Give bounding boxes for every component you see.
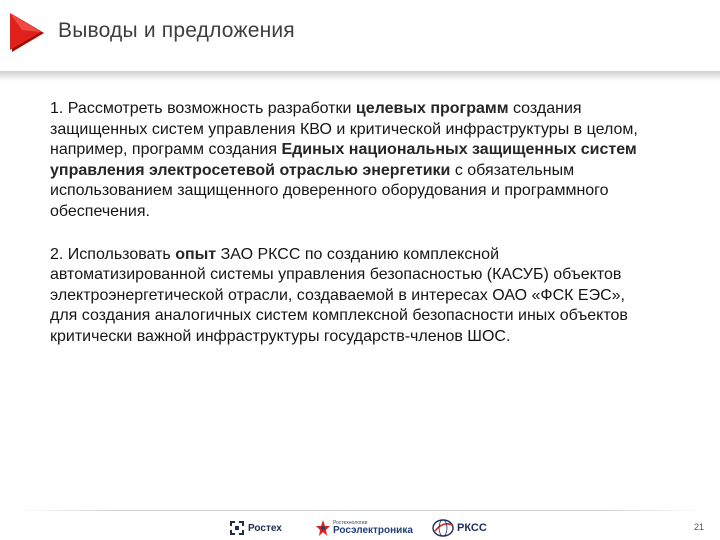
paragraph-2-text: ЗАО РКСС по созданию комплексной автоматизированной системы управления безопасностью (КАСУБ) объектов электроэнергетической отрасли, создаваемой в интересах ОАО «ФСК ЕЭС», для создания аналогичных систем комплексной безопасности иных объектов критически важной инфраструктуры государств-членов ШОС. xyxy=(50,245,628,345)
rkss-logo-text: РКСС xyxy=(457,522,487,534)
slide-content xyxy=(50,99,640,370)
slide-title: Выводы и предложения xyxy=(58,19,295,42)
page-number: 21 xyxy=(694,522,705,532)
slide-footer xyxy=(0,508,720,540)
paragraph-2-emphasis: опыт xyxy=(175,245,217,263)
roselektronika-small-text: Ростехнологии xyxy=(333,519,368,526)
header-divider xyxy=(0,71,720,81)
rostec-logo-icon xyxy=(230,521,244,535)
roselektronika-logo xyxy=(316,517,413,539)
roselektronika-text: Росэлектроника xyxy=(333,524,413,536)
roselektronika-wordmark xyxy=(333,521,413,536)
paragraph-1-text: 1. Рассмотреть возможность разработки xyxy=(50,100,356,117)
paragraph-1-emphasis: Единых национальных защищенных систем управления электросетевой отраслью энергетики xyxy=(50,141,637,179)
slide-header xyxy=(0,0,720,80)
footer-divider xyxy=(14,510,706,511)
paragraph-1 xyxy=(50,99,640,223)
rostec-logo xyxy=(230,517,282,539)
paragraph-2 xyxy=(50,245,640,348)
paragraph-1-text: создания защищенных систем управления КВО и критической инфраструктуры в целом, например, программ создания xyxy=(50,100,638,159)
paragraph-1-emphasis: целевых программ xyxy=(355,100,509,117)
roselektronika-star-icon xyxy=(316,520,330,536)
title-arrow-icon xyxy=(8,12,46,54)
rostec-logo-text: Ростех xyxy=(248,522,282,534)
paragraph-2-text: 2. Использовать xyxy=(50,245,176,263)
rkss-logo xyxy=(432,517,487,539)
paragraph-1-text: с обязательным использованием защищенного доверенного оборудования и программного обеспечения. xyxy=(50,161,609,220)
rkss-globe-icon xyxy=(432,519,454,537)
